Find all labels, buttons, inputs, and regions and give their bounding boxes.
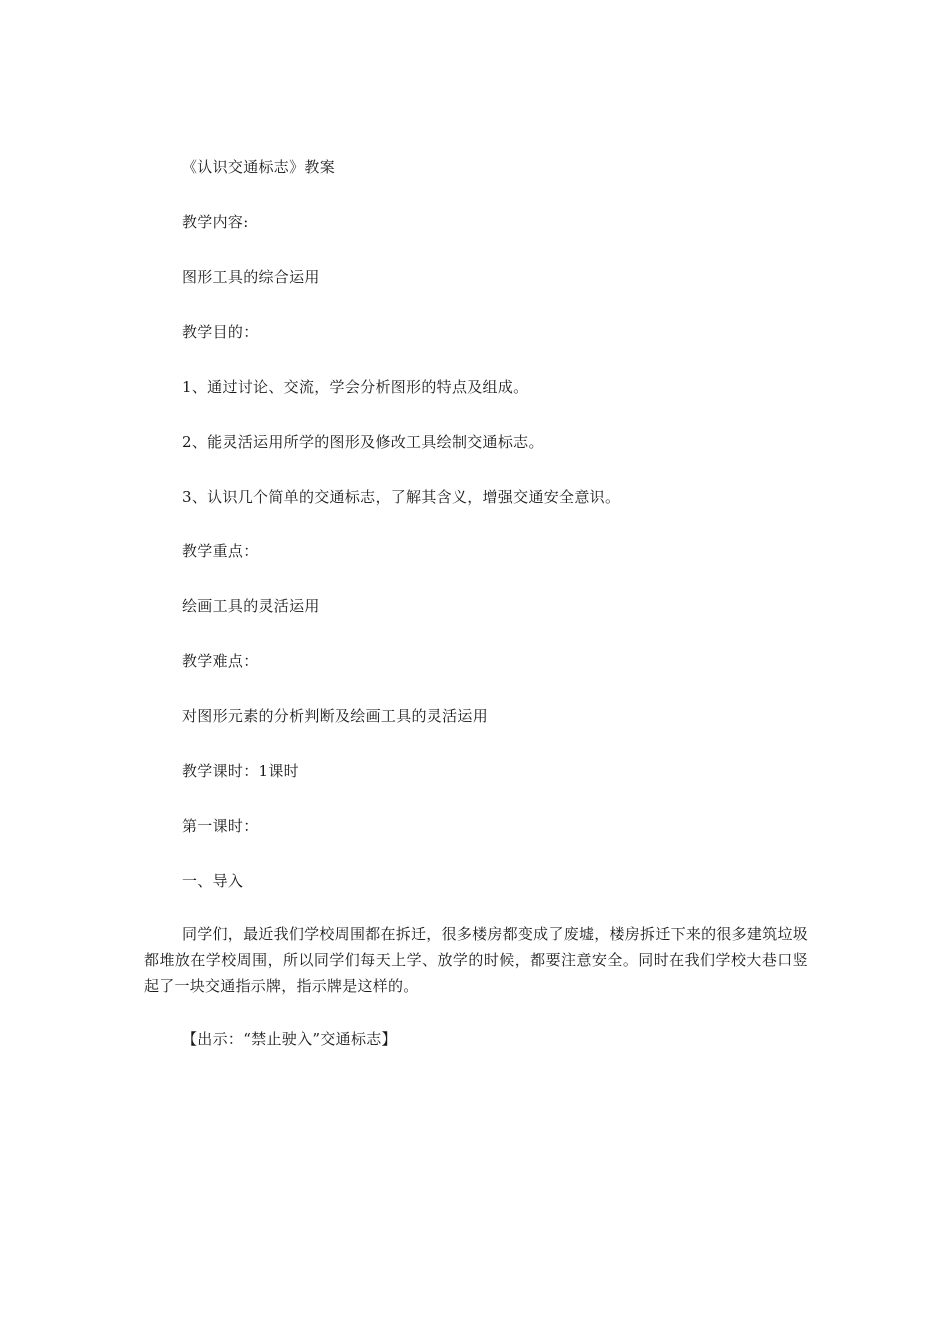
key-point-heading: 教学重点：	[182, 542, 259, 560]
lesson-hours: 教学课时：1课时	[182, 762, 299, 780]
content-text: 图形工具的综合运用	[182, 268, 320, 286]
objectives-heading: 教学目的：	[182, 323, 259, 341]
difficulty-heading: 教学难点：	[182, 652, 259, 670]
lesson-heading: 第一课时：	[182, 817, 259, 835]
show-note: 【出示：“禁止驶入”交通标志】	[182, 1030, 397, 1048]
section-heading: 一、导入	[182, 872, 244, 890]
objective-item-2: 2、能灵活运用所学的图形及修改工具绘制交通标志。	[182, 433, 544, 451]
objective-item-3: 3、认识几个简单的交通标志，了解其含义，增强交通安全意识。	[182, 488, 621, 506]
difficulty-text: 对图形元素的分析判断及绘画工具的灵活运用	[182, 707, 489, 725]
key-point-text: 绘画工具的灵活运用	[182, 597, 320, 615]
intro-paragraph: 同学们，最近我们学校周围都在拆迁，很多楼房都变成了废墟，楼房拆迁下来的很多建筑垃圾都堆放在学校周围，所以同学们每天上学、放学的时候，都要注意安全。同时在我们学校大巷口竖起了一块交通指示牌，指示牌是这样的。	[144, 925, 808, 995]
content-heading: 教学内容:	[182, 213, 249, 231]
document-title: 《认识交通标志》教案	[182, 158, 336, 176]
objective-item-1: 1、通过讨论、交流，学会分析图形的特点及组成。	[182, 378, 529, 396]
